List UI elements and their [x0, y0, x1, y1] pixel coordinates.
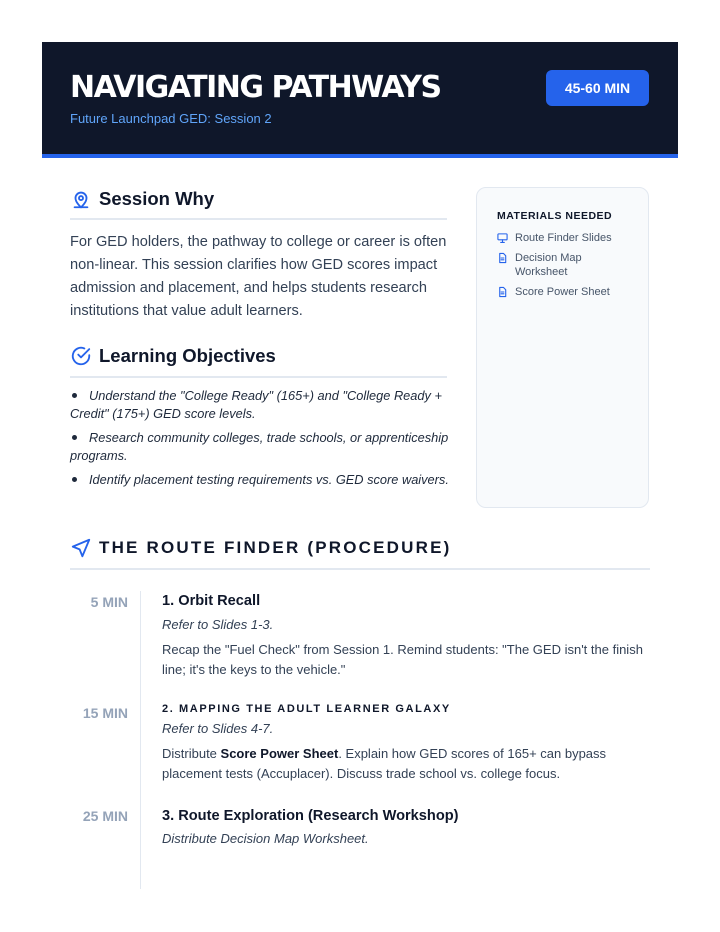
timeline-line [140, 591, 141, 889]
step-reference: Distribute Decision Map Worksheet. [162, 831, 369, 846]
step-description: Recap the "Fuel Check" from Session 1. Remind students: "The GED isn't the finish line; it's the keys to the vehicle." [162, 642, 643, 677]
step-time: 15 MIN [82, 705, 128, 721]
material-name: Score Power Sheet [220, 746, 339, 761]
divider [70, 218, 447, 220]
document-icon [497, 286, 508, 298]
step-description: Distribute Score Power Sheet. Explain how GED scores of 165+ can bypass placement tests (Accuplacer). Discuss trade school vs. college focus. [162, 746, 607, 781]
navigation-arrow-icon [70, 537, 92, 559]
bullet [72, 435, 77, 440]
divider [70, 568, 650, 570]
list-item: Decision Map Worksheet [497, 251, 637, 279]
session-why-text: For GED holders, the pathway to college or career is often non-linear. This session clarifies how GED scores impact admission and placement, and helps students research institutions that value adult learners. [70, 234, 447, 319]
learning-objectives-label: Learning Objectives [99, 345, 276, 366]
session-why-label: Session Why [99, 188, 215, 209]
page-subtitle: Future Launchpad GED: Session 2 [70, 111, 272, 126]
bullet [72, 477, 77, 482]
list-item: Route Finder Slides [497, 231, 637, 245]
check-circle-icon [70, 345, 92, 367]
page-title: NAVIGATING PATHWAYS [70, 70, 441, 105]
duration-badge: 45-60 MIN [546, 70, 649, 106]
step-time: 25 MIN [82, 808, 128, 824]
step-reference: Refer to Slides 1-3. [162, 617, 274, 632]
bullet [72, 393, 77, 398]
materials-list [497, 231, 637, 305]
list-item: Score Power Sheet [497, 285, 637, 299]
objectives-list [70, 387, 450, 495]
learning-objectives-heading [70, 345, 276, 367]
step-title: 1. Orbit Recall [162, 593, 261, 609]
page-header [42, 42, 678, 158]
list-item: Identify placement testing requirements vs. GED score waivers. [70, 471, 450, 489]
list-item: Research community colleges, trade schools, or apprenticeship programs. [70, 430, 449, 463]
list-item: Understand the "College Ready" (165+) and "College Ready + Credit" (175+) GED score levels. [70, 388, 442, 421]
step-title: 3. Route Exploration (Research Workshop) [162, 808, 459, 824]
divider [70, 376, 447, 378]
materials-card [476, 187, 649, 508]
presentation-icon [497, 232, 508, 244]
materials-title: MATERIALS NEEDED [497, 210, 613, 222]
step-title: 2. MAPPING THE ADULT LEARNER GALAXY [162, 703, 451, 715]
session-why-heading [70, 188, 214, 210]
document-icon [497, 252, 508, 264]
procedure-label: THE ROUTE FINDER (PROCEDURE) [99, 538, 452, 557]
map-pin-icon [70, 188, 92, 210]
step-time: 5 MIN [90, 594, 128, 610]
step-reference: Refer to Slides 4-7. [162, 721, 274, 736]
procedure-heading [70, 537, 452, 559]
